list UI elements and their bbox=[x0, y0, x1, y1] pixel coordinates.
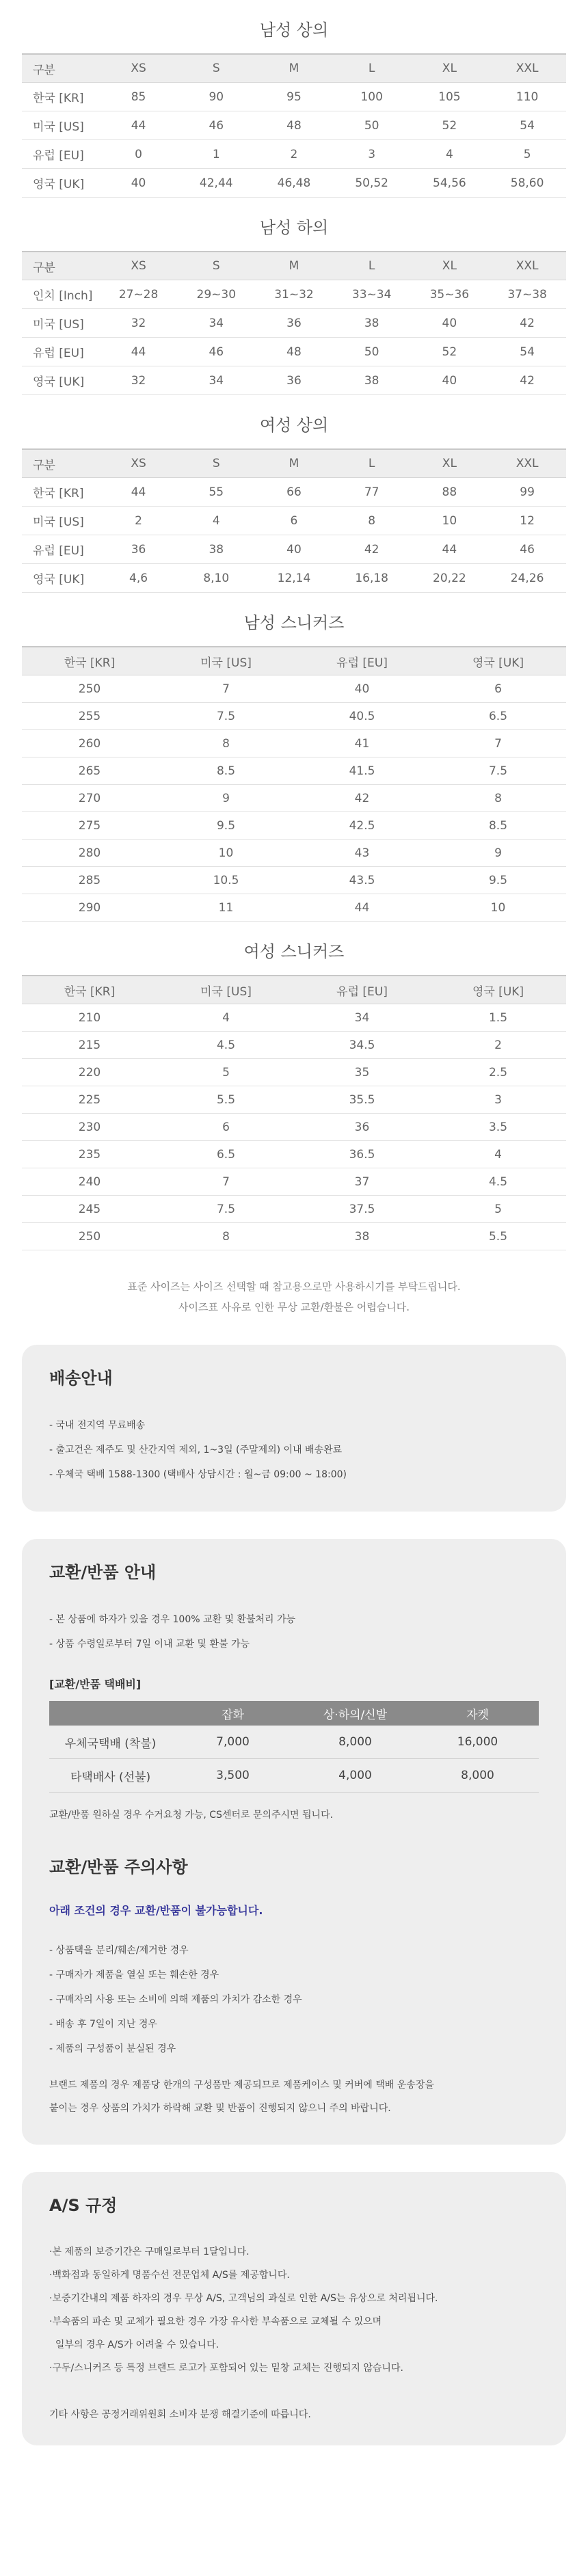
size-table-cell: 40 bbox=[294, 675, 430, 703]
size-table-cell: 54 bbox=[488, 338, 566, 366]
table-row bbox=[22, 1223, 566, 1250]
size-table-title: 여성 상의 bbox=[259, 416, 329, 435]
size-table-cell: 40 bbox=[255, 535, 333, 564]
size-table-cell: 32 bbox=[100, 309, 178, 338]
size-table-cell: 미국 [US] bbox=[22, 111, 100, 140]
as-footer: 기타 사항은 공정거래위원회 소비자 분쟁 해결기준에 따릅니다. bbox=[49, 2409, 311, 2420]
size-table-cell: 95 bbox=[255, 83, 333, 111]
table-row bbox=[22, 507, 566, 535]
size-table-header-cell: S bbox=[177, 54, 255, 83]
size-table-cell: 270 bbox=[22, 785, 158, 812]
fee-cell: 타택배사 (선불) bbox=[49, 1759, 172, 1793]
size-table-cell: 6 bbox=[158, 1114, 294, 1141]
size-table-cell: 46,48 bbox=[255, 169, 333, 198]
size-table-cell: 5 bbox=[488, 140, 566, 169]
size-table-cell: 2 bbox=[255, 140, 333, 169]
exchange-item: - 상품 수령일로부터 7일 이내 교환 및 환불 가능 bbox=[49, 1639, 250, 1650]
table-row bbox=[22, 1168, 566, 1196]
table-row bbox=[22, 894, 566, 922]
fee-header-row bbox=[49, 1701, 539, 1726]
caution-title: 교환/반품 주의사항 bbox=[49, 1857, 188, 1877]
size-table-header-cell: M bbox=[255, 449, 333, 478]
caution-item: - 상품택을 분리/훼손/제거한 경우 bbox=[49, 1945, 189, 1956]
size-table-cell: 8 bbox=[430, 785, 566, 812]
size-table-cell: 10.5 bbox=[158, 867, 294, 894]
size-table-cell: 34 bbox=[177, 309, 255, 338]
size-table-cell: 8.5 bbox=[158, 757, 294, 785]
size-table-header-row bbox=[22, 976, 566, 1004]
as-item: ·보증기간내의 제품 하자의 경우 무상 A/S, 고객님의 과실로 인한 A/S는 유상으로 처리됩니다. bbox=[49, 2293, 438, 2304]
size-table-header-cell: L bbox=[333, 449, 411, 478]
size-table-cell: 55 bbox=[177, 478, 255, 507]
size-table-cell: 6.5 bbox=[430, 703, 566, 730]
size-table-cell: 12,14 bbox=[255, 564, 333, 593]
size-table-cell: 58,60 bbox=[488, 169, 566, 198]
caution-paragraph-line-1: 브랜드 제품의 경우 제품당 한개의 구성품만 제공되므로 제품케이스 및 커버에 택배 운송장을 bbox=[49, 2080, 434, 2091]
size-table-cell: 36 bbox=[255, 309, 333, 338]
table-row bbox=[22, 1086, 566, 1114]
shipping-item: - 출고건은 제주도 및 산간지역 제외, 1~3일 (주말제외) 이내 배송완료 bbox=[49, 1445, 343, 1455]
size-table-cell: 85 bbox=[100, 83, 178, 111]
size-table-cell: 44 bbox=[294, 894, 430, 922]
fee-header-cell: 잡화 bbox=[172, 1701, 294, 1726]
size-table-cell: 9.5 bbox=[158, 812, 294, 840]
size-table-cell: 4,6 bbox=[100, 564, 178, 593]
size-guide bbox=[22, 0, 566, 1250]
fee-row bbox=[49, 1726, 539, 1759]
size-table-cell: 10 bbox=[430, 894, 566, 922]
size-table-cell: 5 bbox=[158, 1059, 294, 1086]
size-table-cell: 0 bbox=[100, 140, 178, 169]
caution-warning: 아래 조건의 경우 교환/반품이 불가능합니다. bbox=[49, 1904, 263, 1917]
fee-header-cell bbox=[49, 1701, 172, 1726]
size-table-cell: 38 bbox=[294, 1223, 430, 1250]
size-table-cell: 36.5 bbox=[294, 1141, 430, 1168]
size-table-header-cell: 한국 [KR] bbox=[22, 647, 158, 675]
fee-table bbox=[49, 1701, 539, 1793]
size-table-header-cell: 구분 bbox=[22, 54, 100, 83]
exchange-item: - 본 상품에 하자가 있을 경우 100% 교환 및 환불처리 가능 bbox=[49, 1614, 296, 1625]
size-table-header-cell: 유럽 [EU] bbox=[294, 976, 430, 1004]
size-table-cell: 105 bbox=[411, 83, 489, 111]
size-table-cell: 27~28 bbox=[100, 280, 178, 309]
size-table-cell: 미국 [US] bbox=[22, 309, 100, 338]
size-table-cell: 34 bbox=[294, 1004, 430, 1032]
size-table-cell: 11 bbox=[158, 894, 294, 922]
size-table-cell: 20,22 bbox=[411, 564, 489, 593]
exchange-list bbox=[49, 1607, 539, 1656]
shipping-title: 배송안내 bbox=[49, 1369, 113, 1388]
size-table-cell: 46 bbox=[488, 535, 566, 564]
size-table-cell: 54,56 bbox=[411, 169, 489, 198]
size-table-header-cell: M bbox=[255, 252, 333, 280]
as-item: ·부속품의 파손 및 교체가 필요한 경우 가장 유사한 부속품으로 교체될 수 있으며 bbox=[49, 2316, 382, 2327]
as-list bbox=[49, 2240, 539, 2380]
exchange-note: 교환/반품 원하실 경우 수거요청 가능, CS센터로 문의주시면 됩니다. bbox=[49, 1810, 334, 1821]
size-table-cell: 42 bbox=[294, 785, 430, 812]
size-table-cell: 인치 [Inch] bbox=[22, 280, 100, 309]
size-table-cell: 230 bbox=[22, 1114, 158, 1141]
fee-cell: 우체국택배 (착불) bbox=[49, 1726, 172, 1759]
size-table-cell: 52 bbox=[411, 111, 489, 140]
fee-cell: 4,000 bbox=[294, 1759, 416, 1793]
size-table-cell: 한국 [KR] bbox=[22, 478, 100, 507]
size-table-cell: 유럽 [EU] bbox=[22, 338, 100, 366]
size-table-cell: 한국 [KR] bbox=[22, 83, 100, 111]
size-table-header-cell: 유럽 [EU] bbox=[294, 647, 430, 675]
size-table-cell: 2.5 bbox=[430, 1059, 566, 1086]
size-table-cell: 36 bbox=[294, 1114, 430, 1141]
size-table-cell: 50 bbox=[333, 338, 411, 366]
size-table-cell: 9.5 bbox=[430, 867, 566, 894]
size-table-cell: 2 bbox=[100, 507, 178, 535]
size-table-cell: 90 bbox=[177, 83, 255, 111]
size-table-cell: 250 bbox=[22, 675, 158, 703]
size-table-cell: 225 bbox=[22, 1086, 158, 1114]
size-table-cell: 5.5 bbox=[158, 1086, 294, 1114]
size-table-cell: 52 bbox=[411, 338, 489, 366]
size-table-header-cell: 구분 bbox=[22, 449, 100, 478]
size-table-cell: 44 bbox=[411, 535, 489, 564]
table-row bbox=[22, 478, 566, 507]
size-table-cell: 38 bbox=[333, 366, 411, 395]
size-table-header-cell: L bbox=[333, 252, 411, 280]
size-table-cell: 255 bbox=[22, 703, 158, 730]
table-row bbox=[22, 309, 566, 338]
size-table-cell: 215 bbox=[22, 1032, 158, 1059]
caution-item: - 제품의 구성품이 분실된 경우 bbox=[49, 2043, 176, 2054]
size-table-header-cell: 영국 [UK] bbox=[430, 976, 566, 1004]
table-row bbox=[22, 140, 566, 169]
fee-cell: 3,500 bbox=[172, 1759, 294, 1793]
size-table-cell: 54 bbox=[488, 111, 566, 140]
fee-cell: 8,000 bbox=[416, 1759, 539, 1793]
caution-item: - 구매자가 제품을 열실 또는 훼손한 경우 bbox=[49, 1970, 219, 1981]
size-table-cell: 44 bbox=[100, 111, 178, 140]
size-table-cell: 290 bbox=[22, 894, 158, 922]
table-row bbox=[22, 535, 566, 564]
table-row bbox=[22, 1141, 566, 1168]
size-table-cell: 40 bbox=[411, 366, 489, 395]
size-table-cell: 영국 [UK] bbox=[22, 169, 100, 198]
size-section bbox=[22, 395, 566, 593]
table-row bbox=[22, 812, 566, 840]
exchange-title: 교환/반품 안내 bbox=[49, 1563, 157, 1582]
as-item: ·구두/스니커즈 등 특정 브랜드 로고가 포함되어 있는 밑창 교체는 진행되지 않습니다. bbox=[49, 2363, 403, 2374]
size-table-cell: 250 bbox=[22, 1223, 158, 1250]
size-table-header-cell: 구분 bbox=[22, 252, 100, 280]
size-table-cell: 285 bbox=[22, 867, 158, 894]
size-table-cell: 4 bbox=[177, 507, 255, 535]
size-table-cell: 유럽 [EU] bbox=[22, 535, 100, 564]
size-table-cell: 3 bbox=[430, 1086, 566, 1114]
size-table-cell: 16,18 bbox=[333, 564, 411, 593]
size-table-cell: 24,26 bbox=[488, 564, 566, 593]
size-table-cell: 12 bbox=[488, 507, 566, 535]
table-row bbox=[22, 169, 566, 198]
size-table-cell: 280 bbox=[22, 840, 158, 867]
size-table-cell: 4.5 bbox=[158, 1032, 294, 1059]
size-table-cell: 245 bbox=[22, 1196, 158, 1223]
table-row bbox=[22, 785, 566, 812]
size-table-title: 남성 상의 bbox=[259, 21, 329, 40]
size-table-cell: 48 bbox=[255, 338, 333, 366]
size-table-header-cell: 미국 [US] bbox=[158, 976, 294, 1004]
shipping-info-box bbox=[22, 1345, 566, 1512]
size-table bbox=[22, 448, 566, 593]
exchange-info-box bbox=[22, 1539, 566, 2145]
size-table-cell: 36 bbox=[100, 535, 178, 564]
size-table-cell: 66 bbox=[255, 478, 333, 507]
size-table-cell: 42 bbox=[488, 309, 566, 338]
size-table-header-cell: XXL bbox=[488, 449, 566, 478]
size-table-cell: 유럽 [EU] bbox=[22, 140, 100, 169]
size-table-cell: 40 bbox=[411, 309, 489, 338]
size-table-header-cell: XXL bbox=[488, 252, 566, 280]
size-table-cell: 미국 [US] bbox=[22, 507, 100, 535]
size-table-cell: 42,44 bbox=[177, 169, 255, 198]
table-row bbox=[22, 867, 566, 894]
size-table-cell: 38 bbox=[333, 309, 411, 338]
size-table-title: 여성 스니커즈 bbox=[243, 942, 345, 961]
size-table-cell: 9 bbox=[158, 785, 294, 812]
fee-header-cell: 상·하의/신발 bbox=[294, 1701, 416, 1726]
size-table-cell: 40.5 bbox=[294, 703, 430, 730]
as-item: 일부의 경우 A/S가 어려울 수 있습니다. bbox=[49, 2339, 219, 2350]
size-table-cell: 50,52 bbox=[333, 169, 411, 198]
size-section bbox=[22, 922, 566, 1250]
size-table-header-cell: 영국 [UK] bbox=[430, 647, 566, 675]
size-table-header-cell: 한국 [KR] bbox=[22, 976, 158, 1004]
size-table-cell: 1.5 bbox=[430, 1004, 566, 1032]
size-table-header-cell: XS bbox=[100, 252, 178, 280]
size-table-cell: 275 bbox=[22, 812, 158, 840]
size-table-header-row bbox=[22, 252, 566, 280]
size-table-header-cell: XL bbox=[411, 449, 489, 478]
size-table-cell: 44 bbox=[100, 338, 178, 366]
size-table-cell: 38 bbox=[177, 535, 255, 564]
table-row bbox=[22, 83, 566, 111]
size-table bbox=[22, 646, 566, 922]
size-table-cell: 10 bbox=[158, 840, 294, 867]
size-table-cell: 43.5 bbox=[294, 867, 430, 894]
size-table bbox=[22, 53, 566, 198]
size-table-cell: 5.5 bbox=[430, 1223, 566, 1250]
table-row bbox=[22, 1114, 566, 1141]
size-table-header-cell: S bbox=[177, 449, 255, 478]
size-section bbox=[22, 0, 566, 198]
size-table-cell: 1 bbox=[177, 140, 255, 169]
size-table-cell: 8.5 bbox=[430, 812, 566, 840]
size-table-cell: 8 bbox=[158, 1223, 294, 1250]
size-table-header-cell: S bbox=[177, 252, 255, 280]
size-table-cell: 영국 [UK] bbox=[22, 564, 100, 593]
size-table-cell: 9 bbox=[430, 840, 566, 867]
size-table-cell: 42.5 bbox=[294, 812, 430, 840]
table-row bbox=[22, 840, 566, 867]
table-row bbox=[22, 730, 566, 757]
table-row bbox=[22, 1059, 566, 1086]
size-table-cell: 100 bbox=[333, 83, 411, 111]
size-table-header-cell: XL bbox=[411, 252, 489, 280]
table-row bbox=[22, 366, 566, 395]
fee-cell: 8,000 bbox=[294, 1726, 416, 1759]
size-table-cell: 260 bbox=[22, 730, 158, 757]
size-table-cell: 3.5 bbox=[430, 1114, 566, 1141]
size-table-cell: 265 bbox=[22, 757, 158, 785]
table-row bbox=[22, 675, 566, 703]
size-table-cell: 77 bbox=[333, 478, 411, 507]
size-table-cell: 37~38 bbox=[488, 280, 566, 309]
size-table-cell: 50 bbox=[333, 111, 411, 140]
size-table-cell: 7.5 bbox=[158, 1196, 294, 1223]
table-row bbox=[22, 1032, 566, 1059]
size-table-cell: 29~30 bbox=[177, 280, 255, 309]
size-table-cell: 7 bbox=[158, 1168, 294, 1196]
size-table-cell: 240 bbox=[22, 1168, 158, 1196]
size-table-header-cell: M bbox=[255, 54, 333, 83]
size-table-cell: 7.5 bbox=[430, 757, 566, 785]
size-table-header-row bbox=[22, 54, 566, 83]
size-table-cell: 7.5 bbox=[158, 703, 294, 730]
size-table-header-cell: XS bbox=[100, 54, 178, 83]
table-row bbox=[22, 564, 566, 593]
size-table-cell: 4 bbox=[411, 140, 489, 169]
size-table-cell: 4 bbox=[430, 1141, 566, 1168]
size-table-header-row bbox=[22, 449, 566, 478]
as-item: ·본 제품의 보증기간은 구매일로부터 1달입니다. bbox=[49, 2246, 250, 2257]
size-table-cell: 3 bbox=[333, 140, 411, 169]
shipping-item: - 우체국 택배 1588-1300 (택배사 상담시간 : 월~금 09:00 ~ 18:00) bbox=[49, 1469, 347, 1480]
shipping-item: - 국내 전지역 무료배송 bbox=[49, 1420, 146, 1431]
size-table-cell: 4 bbox=[158, 1004, 294, 1032]
size-table-cell: 6 bbox=[430, 675, 566, 703]
size-table-cell: 2 bbox=[430, 1032, 566, 1059]
size-table-cell: 46 bbox=[177, 338, 255, 366]
size-table-cell: 235 bbox=[22, 1141, 158, 1168]
size-table-cell: 34 bbox=[177, 366, 255, 395]
size-table-cell: 34.5 bbox=[294, 1032, 430, 1059]
size-table-cell: 6 bbox=[255, 507, 333, 535]
size-table-cell: 41.5 bbox=[294, 757, 430, 785]
size-notice bbox=[22, 1276, 566, 1317]
size-table-cell: 7 bbox=[158, 675, 294, 703]
caution-item: - 구매자의 사용 또는 소비에 의해 제품의 가치가 감소한 경우 bbox=[49, 1994, 302, 2005]
size-notice-line-1: 표준 사이즈는 사이즈 선택할 때 참고용으로만 사용하시기를 부탁드립니다. bbox=[127, 1280, 461, 1293]
caution-paragraph-line-2: 붙이는 경우 상품의 가치가 하락해 교환 및 반품이 진행되지 않으니 주의 바랍니다. bbox=[49, 2103, 391, 2114]
size-table-header-cell: XL bbox=[411, 54, 489, 83]
size-section bbox=[22, 198, 566, 395]
size-table-cell: 33~34 bbox=[333, 280, 411, 309]
size-table bbox=[22, 975, 566, 1250]
as-item: ·백화점과 동일하게 명품수선 전문업체 A/S를 제공합니다. bbox=[49, 2270, 290, 2281]
size-table-cell: 99 bbox=[488, 478, 566, 507]
table-row bbox=[22, 1004, 566, 1032]
size-table-cell: 88 bbox=[411, 478, 489, 507]
size-table-cell: 영국 [UK] bbox=[22, 366, 100, 395]
size-table-cell: 32 bbox=[100, 366, 178, 395]
table-row bbox=[22, 280, 566, 309]
size-table-cell: 6.5 bbox=[158, 1141, 294, 1168]
size-table-header-cell: XS bbox=[100, 449, 178, 478]
table-row bbox=[22, 1196, 566, 1223]
size-table-cell: 36 bbox=[255, 366, 333, 395]
size-section bbox=[22, 593, 566, 922]
size-table-cell: 210 bbox=[22, 1004, 158, 1032]
size-table-cell: 46 bbox=[177, 111, 255, 140]
size-table-cell: 48 bbox=[255, 111, 333, 140]
caution-paragraph bbox=[49, 2074, 539, 2120]
size-table-cell: 37 bbox=[294, 1168, 430, 1196]
size-table-cell: 35~36 bbox=[411, 280, 489, 309]
fee-cell: 7,000 bbox=[172, 1726, 294, 1759]
size-table-cell: 8 bbox=[333, 507, 411, 535]
size-table-header-row bbox=[22, 647, 566, 675]
size-table-cell: 10 bbox=[411, 507, 489, 535]
size-table-cell: 42 bbox=[488, 366, 566, 395]
size-table-title: 남성 스니커즈 bbox=[243, 613, 345, 632]
size-table-cell: 35.5 bbox=[294, 1086, 430, 1114]
shipping-list bbox=[49, 1413, 539, 1487]
size-table-cell: 44 bbox=[100, 478, 178, 507]
size-table-cell: 4.5 bbox=[430, 1168, 566, 1196]
table-row bbox=[22, 111, 566, 140]
bottom-spacer bbox=[22, 2473, 566, 2493]
table-row bbox=[22, 757, 566, 785]
size-table-cell: 5 bbox=[430, 1196, 566, 1223]
size-table bbox=[22, 251, 566, 395]
size-table-cell: 8,10 bbox=[177, 564, 255, 593]
table-row bbox=[22, 338, 566, 366]
fee-title: [교환/반품 택배비] bbox=[49, 1678, 142, 1691]
table-row bbox=[22, 703, 566, 730]
size-table-cell: 35 bbox=[294, 1059, 430, 1086]
size-table-header-cell: L bbox=[333, 54, 411, 83]
size-table-cell: 41 bbox=[294, 730, 430, 757]
size-notice-line-2: 사이즈표 사유로 인한 무상 교환/환불은 어렵습니다. bbox=[178, 1301, 410, 1313]
size-table-cell: 31~32 bbox=[255, 280, 333, 309]
fee-row bbox=[49, 1759, 539, 1793]
fee-header-cell: 자켓 bbox=[416, 1701, 539, 1726]
as-title: A/S 규정 bbox=[49, 2196, 118, 2215]
size-table-header-cell: XXL bbox=[488, 54, 566, 83]
size-table-cell: 8 bbox=[158, 730, 294, 757]
size-table-cell: 110 bbox=[488, 83, 566, 111]
size-table-cell: 40 bbox=[100, 169, 178, 198]
fee-cell: 16,000 bbox=[416, 1726, 539, 1759]
size-table-title: 남성 하의 bbox=[259, 218, 329, 237]
caution-item: - 배송 후 7일이 지난 경우 bbox=[49, 2019, 157, 2030]
as-info-box bbox=[22, 2172, 566, 2445]
size-table-cell: 220 bbox=[22, 1059, 158, 1086]
size-table-cell: 7 bbox=[430, 730, 566, 757]
size-table-header-cell: 미국 [US] bbox=[158, 647, 294, 675]
size-table-cell: 43 bbox=[294, 840, 430, 867]
caution-list bbox=[49, 1938, 539, 2061]
size-table-cell: 42 bbox=[333, 535, 411, 564]
size-table-cell: 37.5 bbox=[294, 1196, 430, 1223]
